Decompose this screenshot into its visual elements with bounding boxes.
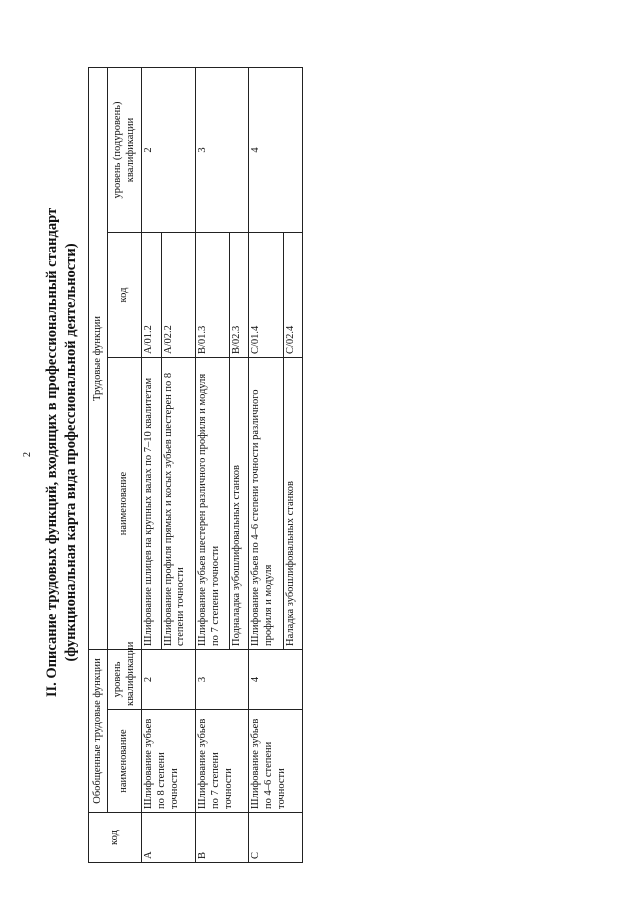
gf-name-a: Шлифование зубьев по 8 степени точности (142, 710, 195, 813)
gf-level-b: 3 (195, 650, 248, 710)
tf-code: B/02.3 (230, 233, 249, 358)
header-tf-code: код (108, 233, 142, 358)
gf-code-b: B (195, 813, 248, 863)
section-title: II. Описание трудовых функций, входящих в профессиональный стандарт (44, 207, 60, 698)
tf-sublevel-a: 2 (142, 67, 195, 232)
tf-name: Шлифование шлицев на крупных валах по 7–10 квалитетам (142, 358, 161, 650)
table-row (195, 67, 229, 862)
gf-level-a: 2 (142, 650, 195, 710)
header-generalized-functions: Обобщенные трудовые функции (89, 650, 108, 813)
gf-code-a: A (142, 813, 195, 863)
header-row-group (89, 67, 108, 862)
header-gf-name: наименование (108, 710, 142, 813)
tf-sublevel-c: 4 (249, 67, 303, 232)
tf-name: Наладка зубошлифовальных станков (283, 358, 302, 650)
tf-code: C/01.4 (249, 233, 283, 358)
tf-code: A/02.2 (161, 233, 195, 358)
tf-code: C/02.4 (283, 233, 302, 358)
tf-sublevel-b: 3 (195, 67, 248, 232)
header-tf-sublevel: уровень (подуровень) квалификации (108, 67, 142, 232)
table-row (142, 67, 161, 862)
gf-name-b: Шлифование зубьев по 7 степени точности (195, 710, 248, 813)
header-gf-level: уровень квалификации (108, 650, 142, 710)
gf-code-c: C (249, 813, 303, 863)
tf-name: Шлифование зубьев по 4–6 степени точности различного профиля и модуля (249, 358, 283, 650)
tf-name: Шлифование зубьев шестерен различного профиля и модуля по 7 степени точности (195, 358, 229, 650)
header-row-columns (108, 67, 142, 862)
tf-code: B/01.3 (195, 233, 229, 358)
header-code: код (89, 813, 142, 863)
section-subtitle: (функциональная карта вида профессиональной деятельности) (63, 243, 79, 662)
tf-name: Подналадка зубошлифовальных станков (230, 358, 249, 650)
functional-map-table (88, 67, 303, 863)
header-tf-name: наименование (108, 358, 142, 650)
table-row (249, 67, 283, 862)
header-labor-functions: Трудовые функции (89, 67, 108, 649)
gf-level-c: 4 (249, 650, 303, 710)
page-number: 2 (22, 452, 33, 457)
tf-code: A/01.2 (142, 233, 161, 358)
tf-name: Шлифование профиля прямых и косых зубьев шестерен по 8 степени точности (161, 358, 195, 650)
gf-name-c: Шлифование зубьев по 4–6 степени точности (249, 710, 303, 813)
